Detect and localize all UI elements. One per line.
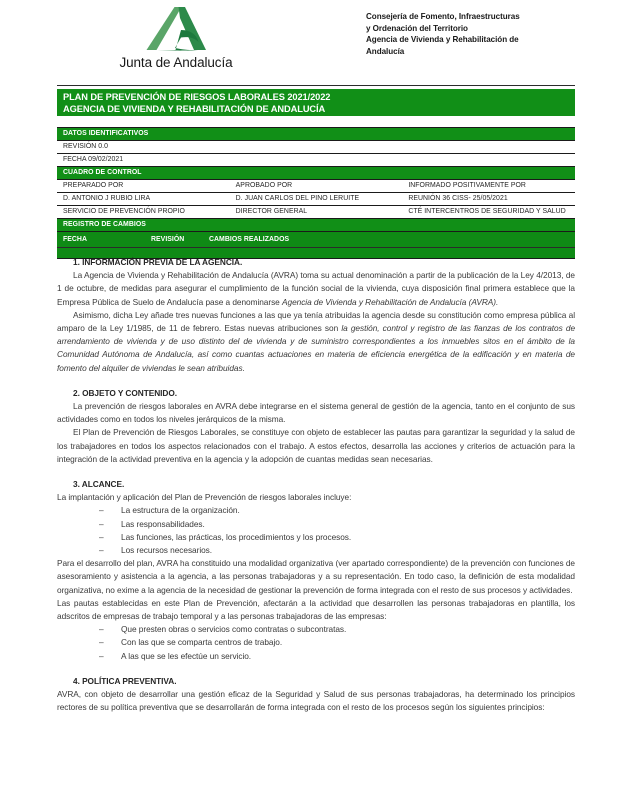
list-item: – Las funciones, las prácticas, los procedimientos y los procesos.: [121, 531, 575, 544]
document-body: [57, 256, 575, 715]
section-4-title: 4. POLÍTICA PREVENTIVA.: [73, 675, 177, 686]
section-3-paragraph-1: La implantación y aplicación del Plan de Prevención de riesgos laborales incluye:: [57, 492, 352, 503]
document-control-table: [57, 127, 575, 259]
section-header-datos-identificativos: DATOS IDENTIFICATIVOS: [57, 128, 575, 141]
department-line-3: Agencia de Vivienda y Rehabilitación de: [366, 35, 519, 45]
table-row-fecha: [57, 154, 575, 167]
section-1-p1-text: La Agencia de Vivienda y Rehabilitación de Andalucía (AVRA) toma su actual denominación a partir de la publicación de la Ley 4/2013, de 1 de octubre, de medidas para asegurar el cumplimiento de la función social de la vivienda, cuya disposición final primera establece que la Empresa Pública de Suelo de Andalucía pase a denominarse: [57, 270, 575, 307]
document-header: [0, 0, 622, 80]
section-1-paragraph-1: [57, 269, 575, 309]
cuadro-role-informado: CTÉ INTERCENTROS DE SEGURIDAD Y SALUD: [402, 206, 575, 219]
list-item: – A las que se les efectúe un servicio.: [121, 650, 575, 663]
section-3-paragraph-2: Para el desarrollo del plan, AVRA ha constituido una modalidad organizativa (ver apartado correspondiente) de la prevención con funciones de asesoramiento y asistencia a la agencia, a las personas trabajadoras y a su representación. En todo caso, la definición de esta modalidad organizativa, no exime a la agencia de la necesidad de gestionar la prevención de forma integrada con el resto de sus procesos y actividades.: [57, 558, 575, 595]
section-header-cuadro-de-control: CUADRO DE CONTROL: [57, 167, 575, 180]
department-line-1: Consejería de Fomento, Infraestructuras: [366, 12, 520, 21]
registro-header-cells: [57, 232, 575, 259]
section-2-paragraph-1: La prevención de riesgos laborales en AVRA debe integrarse en el sistema general de gestión de la agencia, tanto en el conjunto de sus actividades como en todos los niveles jerárquicos de la misma.: [57, 401, 575, 425]
table-row-section-datos: [57, 128, 575, 141]
list-item: – Con las que se comparta centros de trabajo.: [121, 636, 575, 649]
section-1-p2-italic: la gestión, control y registro de las fianzas de los contratos de arrendamiento de vivienda y de uso distinto del de vivienda y de suministro correspondientes a los inmuebles sitos en el ámbito de la Comunidad Autónoma de Andalucía, así como cuantas actuaciones en materia de eficiencia energética de la edificación y en materia de fomento del alquiler de viviendas le sean atribuidas.: [57, 323, 576, 373]
logo-wordmark: Junta de Andalucía: [119, 55, 233, 70]
banner-title-line-2: AGENCIA DE VIVIENDA Y REHABILITACIÓN DE ANDALUCÍA: [63, 103, 326, 114]
cuadro-name-informado: REUNIÓN 36 CISS- 25/05/2021: [402, 193, 575, 206]
banner-title-line-1: PLAN DE PREVENCIÓN DE RIESGOS LABORALES 2021/2022: [63, 92, 331, 102]
document-title-banner: [57, 89, 575, 116]
junta-de-andalucia-logo-icon: [145, 6, 207, 54]
section-3-paragraph-3: Las pautas establecidas en este Plan de Prevención, afectarán a la actividad que desarrollen las personas trabajadoras en plantilla, los adscritos de empresas de trabajo temporal y a las personas trabajadoras de las empresas:: [57, 597, 575, 622]
section-2-title: 2. OBJETO Y CONTENIDO.: [73, 387, 178, 398]
list-item: – Los recursos necesarios.: [121, 544, 575, 557]
table-row-cuadro-headers: [57, 180, 575, 193]
section-header-registro-de-cambios: REGISTRO DE CAMBIOS: [57, 219, 575, 232]
section-1-paragraph-2: [57, 309, 575, 375]
cuadro-header-informado-positivamente-por: INFORMADO POSITIVAMENTE POR: [402, 180, 575, 193]
department-line-2: y Ordenación del Territorio: [366, 23, 468, 33]
registro-header-revision: REVISIÓN: [151, 236, 185, 243]
list-item: – Las responsabilidades.: [121, 518, 575, 531]
junta-de-andalucia-logo-block: [86, 6, 266, 70]
table-row-revision: [57, 141, 575, 154]
header-divider-rule: [57, 85, 575, 86]
fecha-value: FECHA 09/02/2021: [57, 154, 575, 167]
table-row-section-registro: [57, 219, 575, 232]
cuadro-role-aprobado: DIRECTOR GENERAL: [230, 206, 403, 219]
registro-header-fecha: FECHA: [63, 236, 87, 243]
spacer-after-section-3: [57, 663, 575, 675]
section-1-title: 1. INFORMACIÓN PREVIA DE LA AGENCIA.: [73, 257, 243, 267]
table-row-cuadro-names: [57, 193, 575, 206]
table-bottom-divider-rule: [57, 247, 575, 248]
revision-value: REVISIÓN 0.0: [57, 141, 575, 154]
cuadro-role-preparado: SERVICIO DE PREVENCIÓN PROPIO: [57, 206, 230, 219]
list-item: – La estructura de la organización.: [121, 504, 575, 517]
table-row-cuadro-roles: [57, 206, 575, 219]
spacer-after-section-2: [57, 466, 575, 478]
section-2-paragraph-2: El Plan de Prevención de Riesgos Laborales, se constituye con objeto de establecer las pautas para garantizar la seguridad y la salud de los trabajadores en todos los aspectos relacionados con el trabajo. A estos efectos, desarrolla las acciones y criterios de actuación para la integración de la actividad preventiva en la agencia y la adopción de cuantas medidas sean necesarias.: [57, 427, 575, 464]
section-1-p2-text: Asimismo, dicha Ley añade tres nuevas funciones a las que ya tenía atribuidas la agencia desde su constitución como empresa pública al amparo de la Ley 1/1985, de 11 de febrero. Estas nuevas atribuciones son: [57, 309, 575, 334]
list-item: – Que presten obras o servicios como contratas o subcontratas.: [121, 623, 575, 636]
section-3-title: 3. ALCANCE.: [73, 479, 125, 490]
cuadro-header-aprobado-por: APROBADO POR: [230, 180, 403, 193]
cuadro-name-preparado: D. ANTONIO J RUBIO LIRA: [57, 193, 230, 206]
spacer-after-section-1: [57, 375, 575, 387]
table-row-registro-headers: [57, 232, 575, 259]
cuadro-name-aprobado: D. JUAN CARLOS DEL PINO LERUITE: [230, 193, 403, 206]
section-3-bullet-list-1: [57, 504, 575, 557]
department-line-4: Andalucía: [366, 46, 405, 56]
cuadro-header-preparado-por: PREPARADO POR: [57, 180, 230, 193]
section-4-paragraph-1: AVRA, con objeto de desarrollar una gestión eficaz de la Seguridad y Salud de sus personas trabajadoras, ha determinado los principios rectores de su política preventiva que se desarrollarán de forma integrada con el resto de los procesos según los siguientes principios:: [57, 689, 575, 713]
registro-header-cambios-realizados: CAMBIOS REALIZADOS: [209, 236, 290, 243]
table-row-section-cuadro: [57, 167, 575, 180]
section-1-p1-italic: Agencia de Vivienda y Rehabilitación de Andalucía (AVRA).: [282, 296, 499, 307]
section-3-bullet-list-2: [57, 623, 575, 663]
department-heading: [366, 11, 616, 57]
